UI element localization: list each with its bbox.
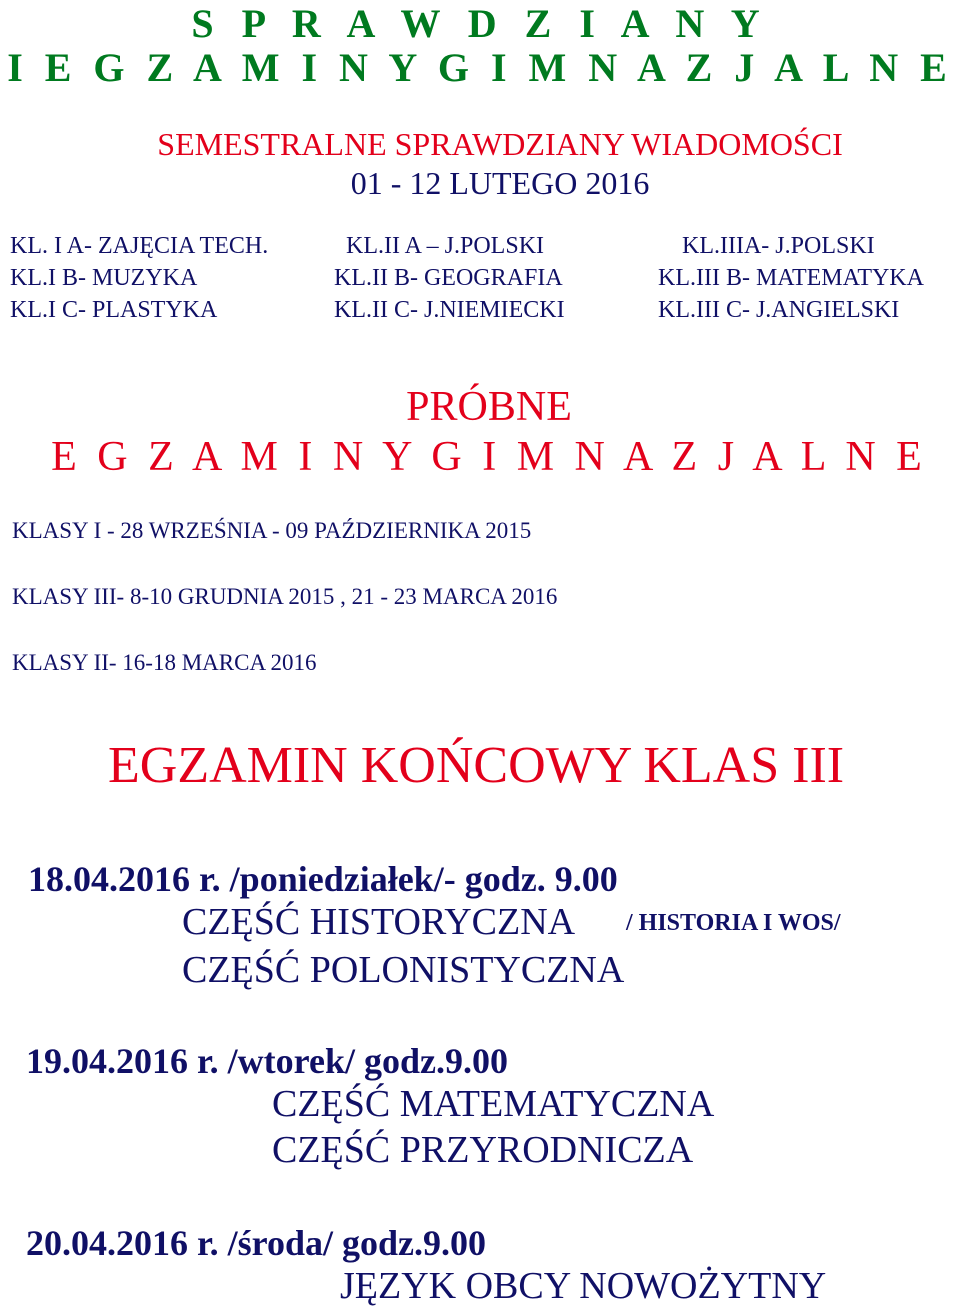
semestral-title: SEMESTRALNE SPRAWDZIANY WIADOMOŚCI bbox=[157, 126, 843, 162]
schedule-cell: KL.II A – J.POLSKI bbox=[346, 233, 545, 259]
final-day3-date: 20.04.2016 r. /środa/ godz.9.00 bbox=[26, 1223, 487, 1263]
schedule-cell: KL.II C- J.NIEMIECKI bbox=[334, 297, 565, 323]
final-exam-title: EGZAMIN KOŃCOWY KLAS III bbox=[108, 737, 845, 794]
final-day1-note: / HISTORIA I WOS/ bbox=[626, 910, 841, 936]
final-day2-part1: CZĘŚĆ MATEMATYCZNA bbox=[272, 1083, 715, 1125]
schedule-cell: KL.III C- J.ANGIELSKI bbox=[658, 297, 900, 323]
trial-subtitle: E G Z A M I N Y G I M N A Z J A L N E bbox=[51, 434, 927, 480]
trial-line-class-2: KLASY II- 16-18 MARCA 2016 bbox=[12, 650, 317, 675]
final-day2-part2: CZĘŚĆ PRZYRODNICZA bbox=[272, 1129, 694, 1171]
final-day2-date: 19.04.2016 r. /wtorek/ godz.9.00 bbox=[26, 1041, 508, 1081]
main-title-line1: S P R A W D Z I A N Y bbox=[191, 1, 769, 46]
schedule-cell: KL. I A- ZAJĘCIA TECH. bbox=[10, 233, 269, 259]
final-day3-part1: JĘZYK OBCY NOWOŻYTNY bbox=[340, 1265, 827, 1307]
semestral-dates: 01 - 12 LUTEGO 2016 bbox=[350, 165, 650, 201]
schedule-cell: KL.II B- GEOGRAFIA bbox=[334, 265, 563, 291]
main-title-line2: I E G Z A M I N Y G I M N A Z J A L N E bbox=[7, 45, 953, 90]
trial-line-class-1: KLASY I - 28 WRZEŚNIA - 09 PAŹDZIERNIKA 2015 bbox=[12, 518, 532, 543]
final-day1-part1: CZĘŚĆ HISTORYCZNA bbox=[182, 901, 576, 943]
final-day1-date: 18.04.2016 r. /poniedziałek/- godz. 9.00 bbox=[28, 859, 618, 899]
schedule-cell: KL.III B- MATEMATYKA bbox=[658, 265, 924, 291]
schedule-cell: KL.I B- MUZYKA bbox=[10, 265, 198, 291]
trial-title: PRÓBNE bbox=[406, 384, 572, 430]
schedule-cell: KL.IIIA- J.POLSKI bbox=[682, 233, 875, 259]
final-day1-part2: CZĘŚĆ POLONISTYCZNA bbox=[182, 949, 625, 991]
trial-line-class-3: KLASY III- 8-10 GRUDNIA 2015 , 21 - 23 MARCA 2016 bbox=[12, 584, 558, 609]
schedule-cell: KL.I C- PLASTYKA bbox=[10, 297, 218, 323]
